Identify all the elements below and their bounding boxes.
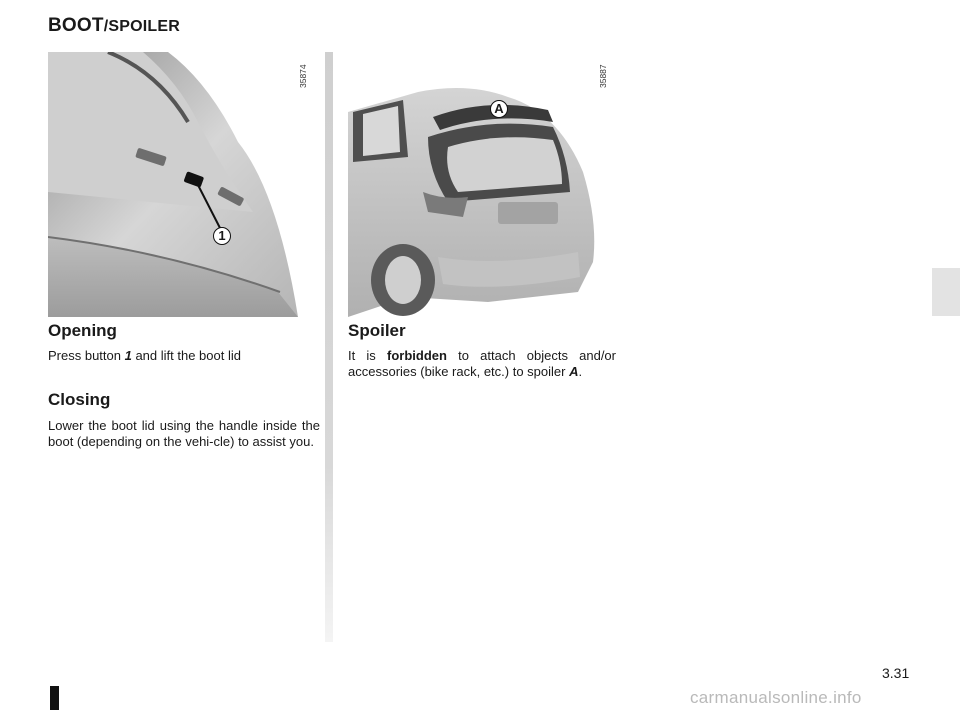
figure-number-left: 35874	[298, 64, 308, 88]
opening-heading: Opening	[48, 321, 117, 340]
corner-mark	[50, 686, 59, 710]
chapter-tab	[932, 268, 960, 316]
spoiler-text: It is forbidden to attach objects and/or accessories (bike rack, etc.) to spoiler A.	[348, 348, 616, 379]
closing-text: Lower the boot lid using the handle inside the boot (depending on the vehi-cle) to assist you.	[48, 418, 320, 449]
callout-1: 1	[213, 227, 231, 245]
callout-A: A	[490, 100, 508, 118]
closing-heading: Closing	[48, 390, 111, 409]
page-title	[48, 15, 180, 37]
figure-number-right: 35887	[598, 64, 608, 88]
title-rest: /SPOILER	[103, 18, 180, 35]
page-number: 3.31	[882, 665, 910, 681]
watermark: carmanualsonline.info	[690, 688, 862, 707]
spoiler-ref: A	[569, 363, 579, 379]
boot-opening-illustration	[48, 52, 320, 317]
forbidden-emphasis: forbidden	[387, 348, 447, 363]
title-main: BOOT	[48, 15, 104, 36]
spoiler-heading: Spoiler	[348, 321, 406, 340]
spoiler-illustration	[348, 52, 620, 317]
column-divider	[325, 52, 333, 642]
opening-text: Press button 1 and lift the boot lid	[48, 348, 241, 363]
button-ref: 1	[124, 348, 132, 363]
